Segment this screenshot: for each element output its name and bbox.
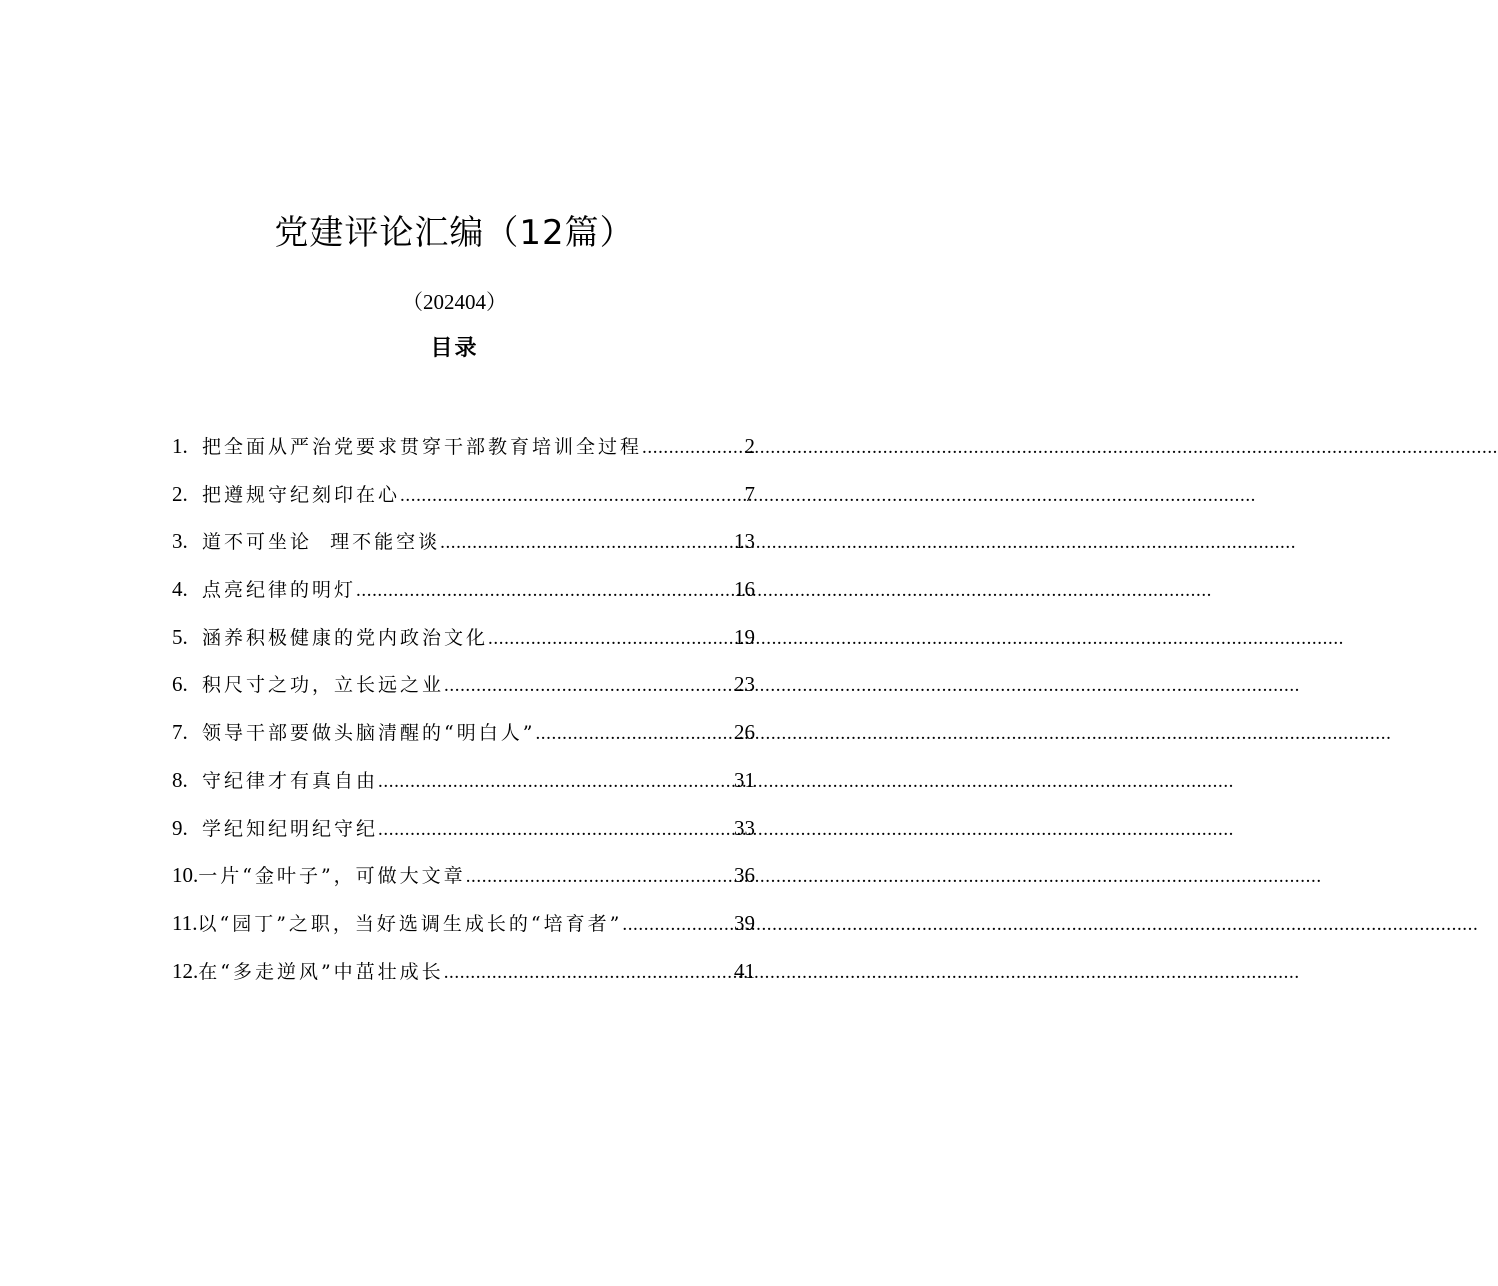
toc-entry-page: 36 — [734, 863, 755, 888]
toc-entry-number: 7. — [172, 720, 188, 745]
toc-entry-page: 26 — [734, 720, 755, 745]
toc-entry[interactable] — [172, 571, 755, 619]
toc-entry[interactable] — [172, 905, 755, 953]
table-of-contents — [172, 428, 755, 1000]
toc-entry-title: 以“园丁”之职，当好选调生成长的“培育者” — [197, 912, 623, 935]
toc-dot-leader — [622, 907, 733, 943]
toc-entry-title: 把遵规守纪刻印在心 — [202, 483, 401, 506]
toc-entry-page: 7 — [744, 481, 755, 506]
toc-entry-page: 19 — [734, 624, 755, 649]
document-date: （202404） — [402, 290, 507, 314]
toc-dot-leader — [400, 478, 743, 514]
toc-entry-page: 13 — [734, 529, 755, 554]
toc-entry-title: 涵养积极健康的党内政治文化 — [202, 626, 489, 649]
toc-entry[interactable] — [172, 714, 755, 762]
toc-entry-number: 10. — [172, 863, 199, 888]
toc-entry-page: 41 — [734, 958, 755, 983]
toc-entry-page: 23 — [734, 672, 755, 697]
toc-dot-leader — [444, 668, 733, 704]
toc-entry-title: 学纪知纪明纪守纪 — [202, 817, 379, 840]
toc-entry-number: 11. — [172, 910, 198, 935]
toc-dot-leader — [642, 430, 743, 466]
toc-dot-leader — [488, 621, 733, 657]
toc-entry-page: 16 — [734, 577, 755, 602]
toc-entry[interactable] — [172, 523, 755, 571]
toc-entry-title: 守纪律才有真自由 — [202, 769, 379, 792]
toc-entry-number: 4. — [172, 577, 188, 602]
toc-entry[interactable] — [172, 857, 755, 905]
toc-dot-leader — [378, 764, 733, 800]
toc-entry-number: 2. — [172, 481, 188, 506]
toc-entry-title: 在“多走逆风”中茁壮成长 — [198, 960, 444, 983]
toc-entry[interactable] — [172, 810, 755, 858]
toc-dot-leader — [378, 812, 733, 848]
toc-entry-number: 9. — [172, 815, 188, 840]
toc-entry-page: 2 — [744, 434, 755, 458]
toc-dot-leader — [356, 573, 733, 609]
toc-entry-page: 33 — [734, 815, 755, 840]
toc-entry-title: 领导干部要做头脑清醒的“明白人” — [202, 722, 536, 745]
toc-entry-number: 12. — [172, 958, 199, 983]
toc-entry-title: 一片“金叶子”，可做大文章 — [198, 865, 466, 888]
toc-dot-leader — [466, 859, 733, 895]
toc-entry[interactable] — [172, 666, 755, 714]
toc-entry-number: 6. — [172, 672, 188, 697]
toc-entry-number: 8. — [172, 767, 188, 792]
toc-entry-title: 把全面从严治党要求贯穿干部教育培训全过程 — [202, 436, 643, 458]
toc-dot-leader — [444, 955, 733, 991]
toc-entry-number: 3. — [172, 529, 188, 554]
toc-dot-leader — [440, 525, 733, 561]
toc-entry-title: 道不可坐论 理不能空谈 — [202, 531, 441, 554]
toc-entry-number: 1. — [172, 434, 188, 458]
toc-entry-number: 5. — [172, 624, 188, 649]
toc-entry[interactable] — [172, 428, 755, 476]
toc-entry-title: 点亮纪律的明灯 — [202, 579, 357, 602]
toc-entry-page: 31 — [734, 767, 755, 792]
document-title: 党建评论汇编（12篇） — [274, 213, 635, 253]
toc-entry[interactable] — [172, 619, 755, 667]
toc-entry[interactable] — [172, 476, 755, 524]
toc-entry-title: 积尺寸之功，立长远之业 — [202, 674, 445, 697]
toc-entry[interactable] — [172, 953, 755, 1001]
toc-heading: 目录 — [430, 336, 479, 361]
toc-dot-leader — [535, 716, 733, 752]
toc-entry[interactable] — [172, 762, 755, 810]
toc-entry-page: 39 — [734, 910, 755, 935]
